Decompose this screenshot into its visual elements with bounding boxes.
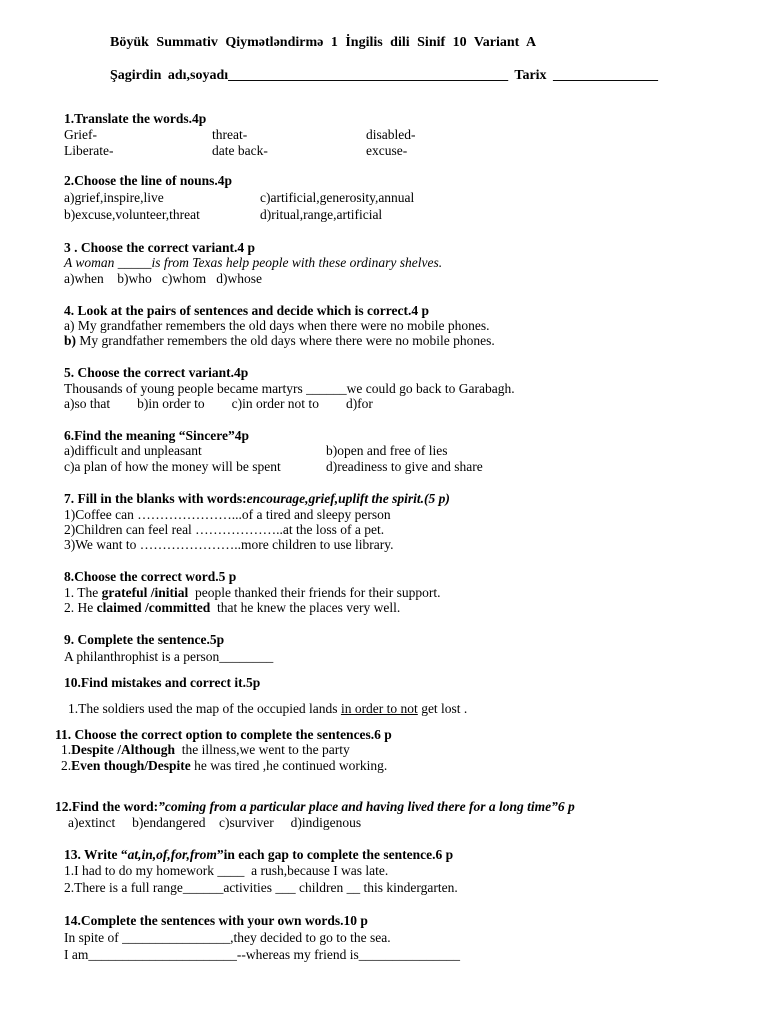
q4-title: 4. Look at the pairs of sentences and decide which is correct.4 p bbox=[64, 303, 429, 318]
q10-sentence-pre: 1.The soldiers used the map of the occupied lands bbox=[68, 701, 341, 716]
q1-word-date-back: date back- bbox=[212, 143, 268, 158]
q12-title bbox=[55, 799, 575, 815]
q11-line-1-post: the illness,we went to the party bbox=[175, 742, 350, 757]
q12-title-definition: ”coming from a particular place and having lived there for a long time”6 p bbox=[158, 799, 575, 814]
q9-sentence: A philanthrophist is a person________ bbox=[64, 649, 274, 664]
q7-title bbox=[64, 491, 450, 507]
q13-line-2: 2.There is a full range______activities ___ children __ this kindergarten. bbox=[64, 880, 458, 895]
q12-title-start: 12.Find the word: bbox=[55, 799, 159, 814]
q10-title: 10.Find mistakes and correct it.5p bbox=[64, 675, 261, 690]
q1-word-grief: Grief- bbox=[64, 127, 97, 142]
q10-sentence bbox=[68, 701, 467, 717]
q7-line-3: 3)We want to …………………..more children to use library. bbox=[64, 537, 394, 552]
q6-option-a: a)difficult and unpleasant bbox=[64, 443, 202, 458]
document-title: Böyük Summativ Qiymətləndirmə 1 İngilis dili Sinif 10 Variant A bbox=[110, 35, 537, 50]
q11-title: 11. Choose the correct option to complete the sentences.6 p bbox=[55, 727, 392, 742]
q4-option-b-text: My grandfather remembers the old days where there were no mobile phones. bbox=[76, 333, 495, 348]
q8-line-1-choice: grateful /initial bbox=[101, 585, 189, 600]
q5-title: 5. Choose the correct variant.4p bbox=[64, 365, 249, 380]
q14-title: 14.Complete the sentences with your own words.10 p bbox=[64, 913, 368, 928]
q1-title: 1.Translate the words.4p bbox=[64, 111, 207, 126]
q11-line-2-choice: Even though/Despite bbox=[71, 758, 191, 773]
q1-word-threat: threat- bbox=[212, 127, 248, 142]
q2-option-b: b)excuse,volunteer,threat bbox=[64, 207, 200, 222]
q13-line-1: 1.I had to do my homework ____ a rush,because I was late. bbox=[64, 863, 389, 878]
q13-title-words: at,in,of,for,from bbox=[127, 847, 217, 862]
q11-line-1-choice: Despite /Although bbox=[71, 742, 176, 757]
q1-word-liberate: Liberate- bbox=[64, 143, 114, 158]
q2-option-d: d)ritual,range,artificial bbox=[260, 207, 383, 222]
q8-line-1-pre: 1. The bbox=[64, 585, 102, 600]
q2-title: 2.Choose the line of nouns.4p bbox=[64, 173, 233, 188]
q3-options: a)when b)who c)whom d)whose bbox=[64, 271, 262, 286]
q1-word-disabled: disabled- bbox=[366, 127, 416, 142]
q1-word-excuse: excuse- bbox=[366, 143, 408, 158]
q7-line-2: 2)Children can feel real ………………..at the loss of a pet. bbox=[64, 522, 385, 537]
q6-option-d: d)readiness to give and share bbox=[326, 459, 483, 474]
q8-line-2-choice: claimed /committed bbox=[96, 600, 211, 615]
q7-line-1: 1)Coffee can …………………...of a tired and sleepy person bbox=[64, 507, 391, 522]
q2-option-c: c)artificial,generosity,annual bbox=[260, 190, 415, 205]
q4-option-a: a) My grandfather remembers the old days when there were no mobile phones. bbox=[64, 318, 490, 333]
q9-title: 9. Complete the sentence.5p bbox=[64, 632, 225, 647]
q3-sentence: A woman _____is from Texas help people with these ordinary shelves. bbox=[64, 255, 443, 270]
q4-option-b-label: b) bbox=[64, 333, 77, 348]
q8-title: 8.Choose the correct word.5 p bbox=[64, 569, 237, 584]
q11-line-2-post: he was tired ,he continued working. bbox=[190, 758, 388, 773]
q2-option-a: a)grief,inspire,live bbox=[64, 190, 164, 205]
q8-line-2 bbox=[64, 600, 400, 616]
q8-line-2-pre: 2. He bbox=[64, 600, 97, 615]
q14-line-1: In spite of ________________,they decided to go to the sea. bbox=[64, 930, 391, 945]
q11-line-2-num: 2. bbox=[61, 758, 72, 773]
q5-options: a)so that b)in order to c)in order not to d)for bbox=[64, 396, 373, 411]
q11-line-1-num: 1. bbox=[61, 742, 72, 757]
q13-title bbox=[64, 847, 453, 863]
q6-option-c: c)a plan of how the money will be spent bbox=[64, 459, 281, 474]
q7-title-words: encourage,grief,uplift the spirit.(5 p) bbox=[246, 491, 450, 506]
q8-line-1-post: people thanked their friends for their support. bbox=[188, 585, 441, 600]
q5-sentence: Thousands of young people became martyrs ______we could go back to Garabagh. bbox=[64, 381, 515, 396]
q6-title: 6.Find the meaning “Sincere”4p bbox=[64, 428, 250, 443]
q7-title-start: 7. Fill in the blanks with words: bbox=[64, 491, 247, 506]
q10-sentence-post: get lost . bbox=[417, 701, 468, 716]
q12-options: a)extinct b)endangered c)surviver d)indigenous bbox=[68, 815, 362, 830]
q11-line-1 bbox=[61, 742, 350, 758]
q8-line-2-post: that he knew the places very well. bbox=[210, 600, 401, 615]
q13-title-start: 13. Write “ bbox=[64, 847, 128, 862]
q6-option-b: b)open and free of lies bbox=[326, 443, 448, 458]
q10-underlined-mistake: in order to not bbox=[340, 701, 418, 716]
q4-option-b bbox=[64, 333, 495, 349]
q13-title-end: ”in each gap to complete the sentence.6 p bbox=[216, 847, 454, 862]
q8-line-1 bbox=[64, 585, 441, 601]
q14-line-2: I am______________________--whereas my friend is_______________ bbox=[64, 947, 460, 962]
q11-line-2 bbox=[61, 758, 387, 774]
q3-title: 3 . Choose the correct variant.4 p bbox=[64, 240, 255, 255]
student-name-line: Şagirdin adı,soyadı________________________________________ Tarix _______________ bbox=[110, 68, 659, 83]
